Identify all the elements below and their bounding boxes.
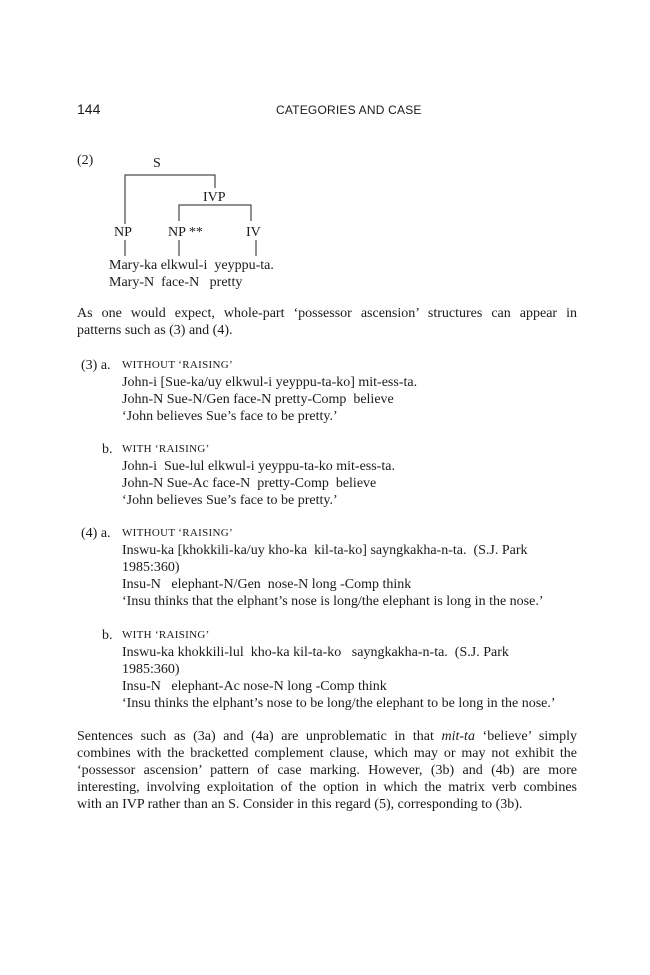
text-run: ‘believe’ simply (474, 729, 577, 744)
example-number: b. (102, 628, 113, 643)
paragraph-line: with an IVP rather than an S. Consider in this regard (5), corresponding to (3b). (77, 797, 523, 812)
example-line: 1985:360) (122, 560, 180, 575)
intro-paragraph (77, 305, 577, 339)
example-heading: WITH ‘RAISING’ (122, 443, 210, 455)
branch-s (125, 175, 215, 224)
paragraph-line: patterns such as (3) and (4). (77, 323, 233, 338)
example-line: ‘John believes Sue’s face to be pretty.’ (122, 493, 338, 508)
tree-node-iv: IV (246, 225, 261, 240)
closing-paragraph (77, 728, 577, 813)
example-line: 1985:360) (122, 662, 180, 677)
example-line: John-i Sue-lul elkwul-i yeyppu-ta-ko mit-ess-ta. (122, 459, 395, 474)
example-line: ‘John believes Sue’s face to be pretty.’ (122, 409, 338, 424)
example-line: John-N Sue-N/Gen face-N pretty-Comp believe (122, 392, 394, 407)
paragraph-line (77, 728, 577, 745)
example-heading: WITHOUT ‘RAISING’ (122, 527, 233, 539)
example-number: b. (102, 442, 113, 457)
paragraph-line: ‘possessor ascension’ pattern of case marking. However, (3b) and (4b) are more (77, 763, 577, 778)
example-heading: WITH ‘RAISING’ (122, 629, 210, 641)
paragraph-line: interesting, involving exploitation of the option in which the matrix verb combines (77, 780, 577, 795)
example-heading: WITHOUT ‘RAISING’ (122, 359, 233, 371)
example-line: John-i [Sue-ka/uy elkwul-i yeyppu-ta-ko] mit-ess-ta. (122, 375, 418, 390)
branch-ivp (179, 205, 251, 221)
running-title: CATEGORIES AND CASE (276, 103, 422, 117)
example-number: (3) a. (81, 358, 111, 373)
example-line: Insu-N elephant-N/Gen nose-N long -Comp think (122, 577, 412, 592)
example-line: Inswu-ka [khokkili-ka/uy kho-ka kil-ta-ko] sayngkakha-n-ta. (S.J. Park (122, 543, 528, 558)
example-line: Inswu-ka khokkili-lul kho-ka kil-ta-ko sayngkakha-n-ta. (S.J. Park (122, 645, 509, 660)
paragraph-line: As one would expect, whole-part ‘possessor ascension’ structures can appear in (77, 306, 577, 321)
tree-gloss-korean: Mary-ka elkwul-i yeyppu-ta. (109, 258, 274, 273)
example-line: Insu-N elephant-Ac nose-N long -Comp think (122, 679, 387, 694)
page-number: 144 (77, 101, 101, 117)
tree-node-np-object: NP ** (168, 225, 203, 240)
text-run: Sentences such as (3a) and (4a) are unproblematic in that (77, 729, 442, 744)
italic-term: mit-ta (441, 729, 475, 744)
example-number: (4) a. (81, 526, 111, 541)
tree-node-ivp: IVP (203, 190, 226, 205)
paragraph-line: combines with the bracketted complement clause, which may or may not exhibit the (77, 746, 577, 761)
example-line: John-N Sue-Ac face-N pretty-Comp believe (122, 476, 377, 491)
example-line: ‘Insu thinks that the elphant’s nose is long/the elephant is long in the nose.’ (122, 594, 544, 609)
tree-node-s: S (153, 156, 161, 171)
example-line: ‘Insu thinks the elphant’s nose to be long/the elephant to be long in the nose.’ (122, 696, 556, 711)
example-label-2: (2) (77, 153, 94, 168)
tree-node-np-subject: NP (114, 225, 132, 240)
tree-gloss-english: Mary-N face-N pretty (109, 275, 243, 290)
